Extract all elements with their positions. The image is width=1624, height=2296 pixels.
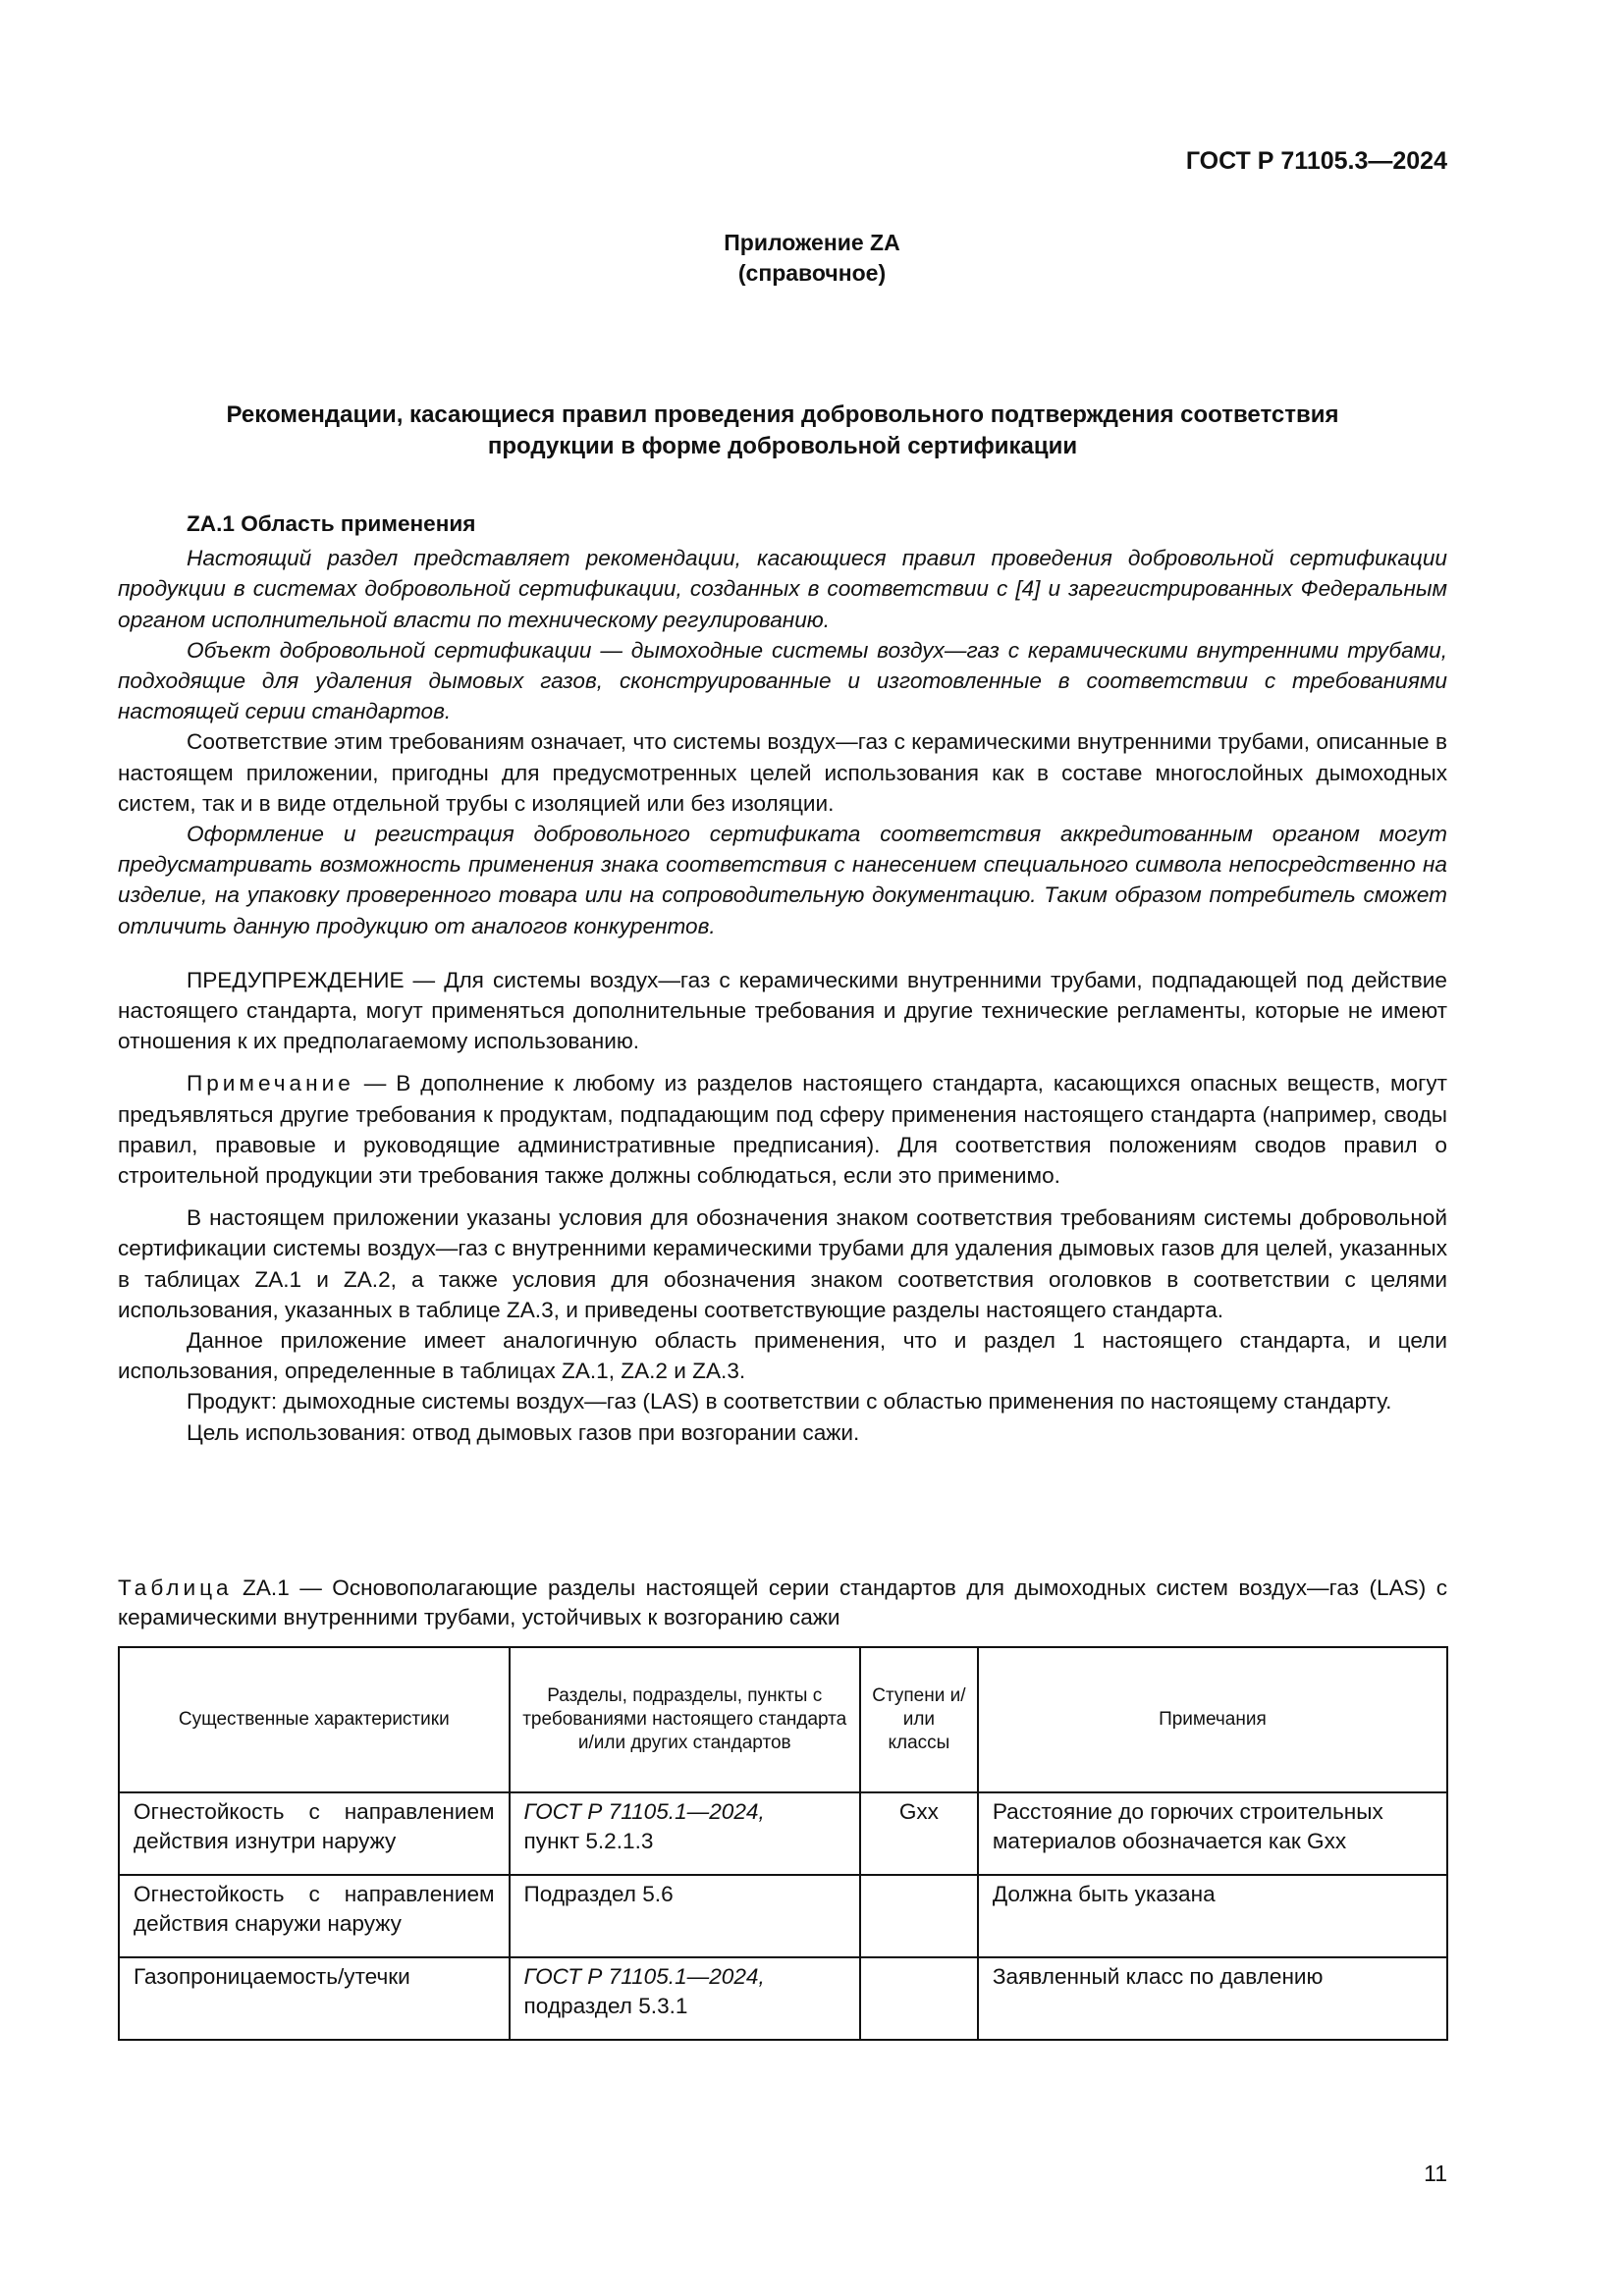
table-caption-text: ZA.1 — Основополагающие разделы настоящей серии стандартов для дымоходных систем воздух—газ (LAS) с керамическими внутренними трубами, устойчивых к возгоранию сажи: [118, 1575, 1447, 1629]
cell-classes: [860, 1875, 978, 1957]
scope-equivalence-paragraph: Данное приложение имеет аналогичную область применения, что и раздел 1 настоящего стандарта, и цели использования, определенные в таблицах ZA.1, ZA.2 и ZA.3.: [118, 1328, 1447, 1384]
header-classes: Ступени и/или классы: [860, 1647, 978, 1792]
intended-use-paragraph: Цель использования: отвод дымовых газов при возгорании сажи.: [187, 1419, 860, 1445]
reference-standard: ГОСТ Р 71105.1—2024,: [523, 1799, 765, 1824]
annex-title: Приложение ZA: [724, 230, 900, 255]
table-caption-label: Таблица: [118, 1575, 233, 1600]
cell-characteristic: Огнестойкость с направлением действия снаружи наружу: [119, 1875, 510, 1957]
table-caption: [118, 1574, 1447, 1632]
main-title-line1: Рекомендации, касающиеся правил проведения добровольного подтверждения соответствия: [226, 401, 1339, 428]
table-row: [119, 1957, 1447, 2040]
warning-paragraph: ПРЕДУПРЕЖДЕНИЕ — Для системы воздух—газ с керамическими внутренними трубами, подпадающей под действие настоящего стандарта, могут применяться дополнительные требования и другие технические регламенты, которые не имеют отношения к их предполагаемому использованию.: [118, 967, 1447, 1054]
product-paragraph: Продукт: дымоходные системы воздух—газ (LAS) в соответствии с областью применения по настоящему стандарту.: [187, 1389, 1392, 1415]
cell-characteristic: Огнестойкость с направлением действия изнутри наружу: [119, 1792, 510, 1875]
reference-clause: Подраздел 5.6: [523, 1882, 674, 1906]
note-label: Примечание: [187, 1071, 354, 1096]
cell-classes: Gxx: [860, 1792, 978, 1875]
page-number: 11: [1424, 2161, 1447, 2186]
cell-reference: [510, 1875, 860, 1957]
table-row: [119, 1875, 1447, 1957]
main-title: [118, 400, 1447, 462]
scope-paragraph-3: Соответствие этим требованиям означает, что системы воздух—газ с керамическими внутренними трубами, описанные в настоящем приложении, пригодны для предусмотренных целей использования как в составе многослойных дымоходных систем, так и в виде отдельной трубы с изоляцией или без изоляции.: [118, 729, 1447, 816]
cell-characteristic: Газопроницаемость/утечки: [119, 1957, 510, 2040]
annex-heading: [0, 228, 1624, 289]
section-heading: ZA.1 Область применения: [187, 511, 476, 536]
requirements-table: [118, 1646, 1448, 2041]
cell-reference: [510, 1792, 860, 1875]
annex-subtitle: (справочное): [737, 260, 887, 286]
note-paragraph: [118, 1068, 1447, 1191]
cell-classes: [860, 1957, 978, 2040]
reference-clause: пункт 5.2.1.3: [523, 1829, 654, 1853]
table-header-row: [119, 1647, 1447, 1792]
header-sections: Разделы, подразделы, пункты с требованиями настоящего стандарта и/или других стандартов: [510, 1647, 860, 1792]
scope-paragraph-2: Объект добровольной сертификации — дымоходные системы воздух—газ с керамическими внутренними трубами, подходящие для удаления дымовых газов, сконструированные и изготовленные в соответствии с требованиями настоящей серии стандартов.: [118, 637, 1447, 724]
cell-notes: Расстояние до горючих строительных материалов обозначается как Gxx: [978, 1792, 1447, 1875]
conditions-paragraph: В настоящем приложении указаны условия для обозначения знаком соответствия требованиям системы добровольной сертификации системы воздух—газ с внутренними керамическими трубами для удаления дымовых газов для целей, указанных в таблицах ZA.1 и ZA.2, а также условия для обозначения знаком соответствия оголовков в соответствии с целями использования, указанных в таблице ZA.3, и приведены соответствующие разделы настоящего стандарта.: [118, 1205, 1447, 1322]
note-text: — В дополнение к любому из разделов настоящего стандарта, касающихся опасных веществ, могут предъявляться другие требования к продуктам, подпадающим под сферу применения настоящего стандарта (например, своды правил, правовые и руководящие административные предписания). Для соответствия положениям сводов правил о строительной продукции эти требования также должны соблюдаться, если это применимо.: [118, 1071, 1447, 1189]
body-text: [118, 508, 1447, 1448]
header-notes: Примечания: [978, 1647, 1447, 1792]
reference-clause: подраздел 5.3.1: [523, 1994, 688, 2018]
main-title-line2: продукции в форме добровольной сертификации: [487, 433, 1078, 459]
cell-reference: [510, 1957, 860, 2040]
cell-notes: Заявленный класс по давлению: [978, 1957, 1447, 2040]
header-characteristics: Существенные характеристики: [119, 1647, 510, 1792]
cell-notes: Должна быть указана: [978, 1875, 1447, 1957]
scope-paragraph-1: Настоящий раздел представляет рекомендации, касающиеся правил проведения добровольной сертификации продукции в системах добровольной сертификации, созданных в соответствии с [4] и зарегистрированных Федеральным органом исполнительной власти по техническому регулированию.: [118, 546, 1447, 632]
scope-paragraph-4: Оформление и регистрация добровольного сертификата соответствия аккредитованным органом могут предусматривать возможность применения знака соответствия с нанесением специального символа непосредственно на изделие, на упаковку проверенного товара или на сопроводительную документацию. Таким образом потребитель сможет отличить данную продукцию от аналогов конкурентов.: [118, 822, 1447, 938]
document-code: ГОСТ Р 71105.3—2024: [1185, 147, 1447, 175]
reference-standard: ГОСТ Р 71105.1—2024,: [523, 1964, 765, 1989]
table-row: [119, 1792, 1447, 1875]
